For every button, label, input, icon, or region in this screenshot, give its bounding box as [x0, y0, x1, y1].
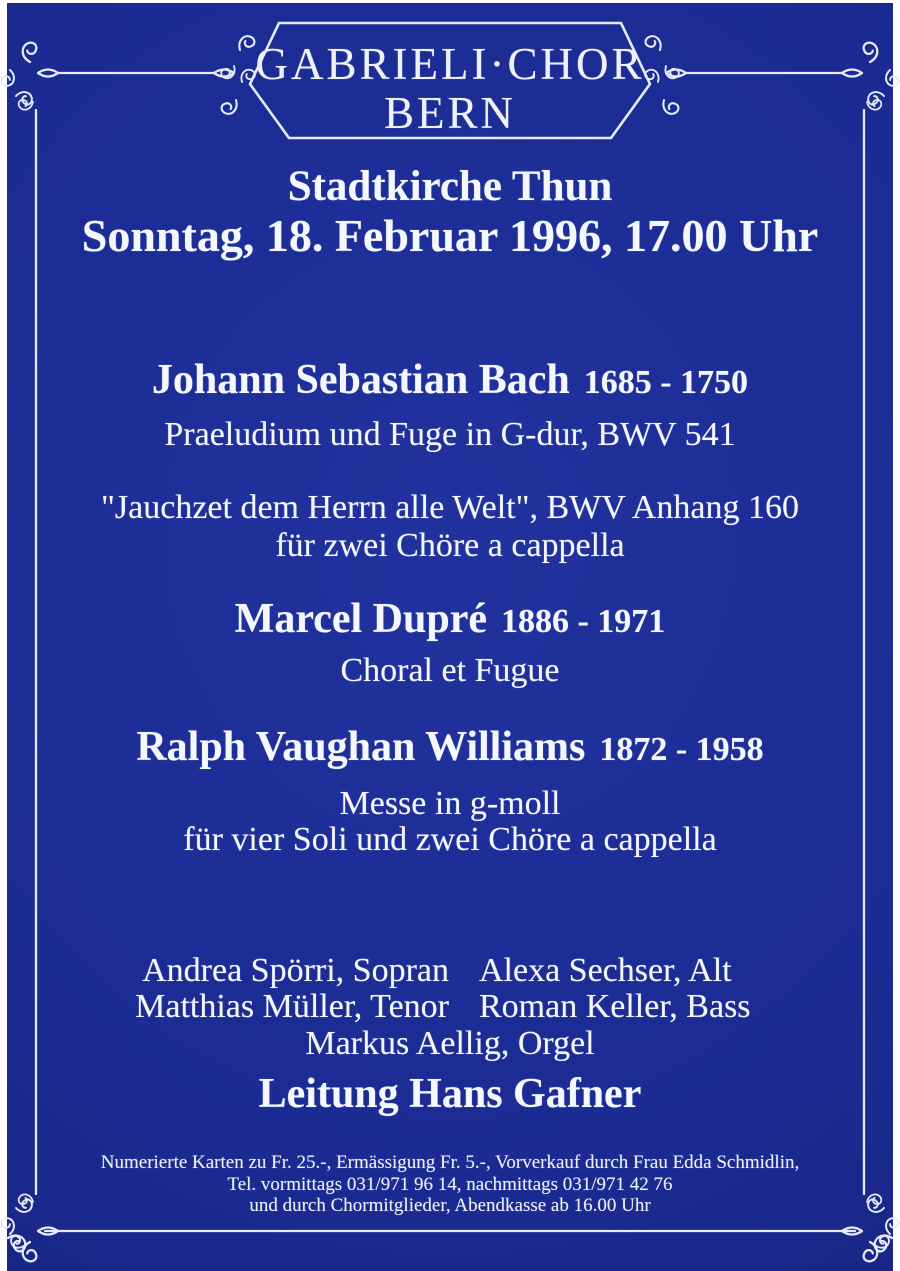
performers-row-2	[14, 989, 900, 1026]
ticket-info-line-2: Tel. vormittags 031/971 96 14, nachmittags 031/971 42 76	[227, 1173, 673, 1195]
composer-vaughan-williams-dates: 1872 - 1958	[599, 731, 764, 768]
work-messe-line2: für vier Soli und zwei Chöre a cappella	[183, 821, 717, 858]
composer-dupre-dates: 1886 - 1971	[500, 603, 666, 640]
event-datetime: Sonntag, 18. Februar 1996, 17.00 Uhr	[81, 210, 819, 261]
venue: Stadtkirche Thun	[287, 163, 613, 210]
work-choral-et-fugue: Choral et Fugue	[340, 652, 560, 689]
ticket-info	[0, 1152, 900, 1217]
composer-bach-dates: 1685 - 1750	[583, 364, 749, 401]
work-messe-line1: Messe in g-moll	[339, 785, 561, 822]
ticket-info-line-1: Numerierte Karten zu Fr. 25.-, Ermässigung Fr. 5.-, Vorverkauf durch Frau Edda Schmidlin,	[100, 1152, 800, 1173]
composer-vaughan-williams: Ralph Vaughan Williams	[136, 724, 586, 770]
work-jauchzet-line1: "Jauchzet dem Herrn alle Welt", BWV Anhang 160	[101, 489, 799, 526]
performers-row-1	[14, 953, 900, 990]
composer-dupre: Marcel Dupré	[234, 596, 487, 642]
performer-sopran: Andrea Spörri, Sopran	[142, 952, 449, 989]
performer-alt: Alexa Sechser, Alt	[479, 952, 732, 989]
performer-bass: Roman Keller, Bass	[479, 988, 751, 1025]
composer-bach: Johann Sebastian Bach	[151, 357, 570, 403]
choir-city: BERN	[383, 88, 516, 138]
program-entry-dupre	[0, 597, 900, 642]
program-entry-bach	[0, 358, 900, 403]
work-praeludium: Praeludium und Fuge in G-dur, BWV 541	[164, 416, 736, 453]
performer-orgel: Markus Aellig, Orgel	[305, 1025, 595, 1062]
performer-tenor: Matthias Müller, Tenor	[135, 988, 449, 1025]
choir-name: GABRIELI·CHOR	[255, 39, 645, 89]
program-entry-vaughan-williams	[0, 725, 900, 770]
direction-line: Leitung Hans Gafner	[258, 1071, 642, 1117]
ticket-info-line-3: und durch Chormitglieder, Abendkasse ab 16.00 Uhr	[249, 1195, 651, 1216]
work-jauchzet-line2: für zwei Chöre a cappella	[275, 527, 625, 564]
